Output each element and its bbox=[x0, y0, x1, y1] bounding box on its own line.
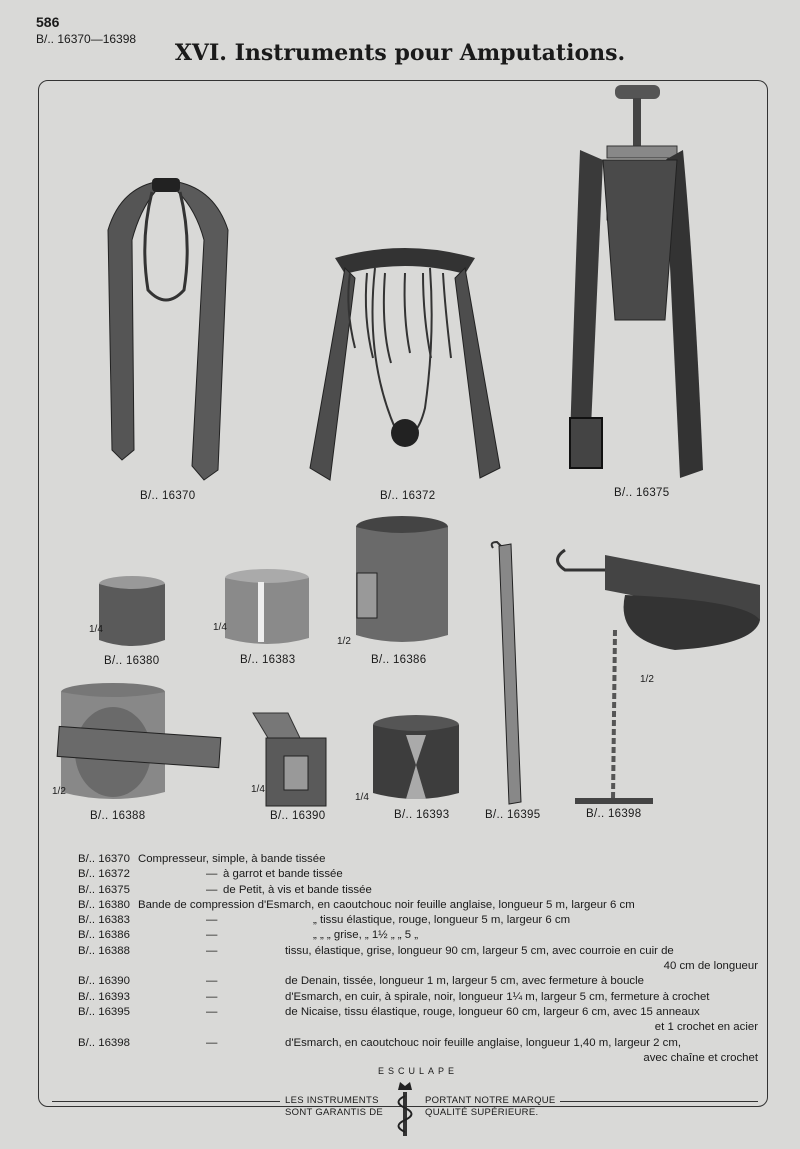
scale-16393: 1/4 bbox=[355, 792, 369, 803]
scale-16386: 1/2 bbox=[337, 636, 351, 647]
item-description-list bbox=[78, 852, 758, 1066]
entry-row-continuation bbox=[78, 1020, 758, 1035]
scale-16380: 1/4 bbox=[89, 624, 103, 635]
page-number: 586 bbox=[36, 14, 60, 30]
entry-text: avec chaîne et crochet bbox=[643, 1051, 758, 1064]
scale-16383: 1/4 bbox=[213, 622, 227, 633]
entry-ref: B/.. 16375 bbox=[78, 883, 130, 896]
entry-ref: B/.. 16398 bbox=[78, 1036, 130, 1049]
entry-row bbox=[78, 1036, 758, 1051]
caption-16380: B/.. 16380 bbox=[104, 655, 160, 667]
entry-text: de Nicaise, tissu élastique, rouge, longueur 60 cm, largeur 6 cm, avec 15 anneaux bbox=[285, 1005, 700, 1018]
entry-row bbox=[78, 913, 758, 928]
entry-dash: — bbox=[206, 868, 218, 881]
entry-dash: — bbox=[206, 929, 218, 942]
entry-text: d'Esmarch, en caoutchouc noir feuille anglaise, longueur 1,40 m, largeur 2 cm, bbox=[285, 1036, 682, 1049]
caption-16375: B/.. 16375 bbox=[614, 487, 670, 499]
caption-16383: B/.. 16383 bbox=[240, 654, 296, 666]
footer-right-line1: PORTANT NOTRE MARQUE bbox=[425, 1095, 556, 1106]
entry-dash: — bbox=[206, 1005, 218, 1018]
caption-16388: B/.. 16388 bbox=[90, 810, 146, 822]
bandage-16398-illustration bbox=[545, 540, 770, 810]
caption-16398: B/.. 16398 bbox=[586, 808, 642, 820]
compressor-simple-illustration bbox=[100, 170, 240, 490]
bandage-16386-illustration bbox=[355, 515, 450, 650]
page-title: XVI. Instruments pour Amputations. bbox=[174, 40, 626, 66]
entry-row bbox=[78, 852, 758, 867]
footer-right-line2: QUALITÉ SUPÉRIEURE. bbox=[425, 1107, 539, 1118]
entry-text: „ „ „ grise, „ 1½ „ „ 5 „ bbox=[313, 929, 419, 942]
entry-row bbox=[78, 867, 758, 882]
bandage-16393-illustration bbox=[372, 715, 460, 805]
compressor-screw-illustration bbox=[565, 80, 715, 490]
entry-text: de Petit, à vis et bande tissée bbox=[223, 883, 372, 896]
catalog-range: B/.. 16370—16398 bbox=[36, 32, 137, 46]
entry-ref: B/.. 16380 bbox=[78, 898, 130, 911]
entry-dash: — bbox=[206, 1036, 218, 1049]
bandage-16388-illustration bbox=[58, 682, 223, 807]
entry-row bbox=[78, 898, 758, 913]
entry-row bbox=[78, 944, 758, 959]
scale-16398: 1/2 bbox=[640, 674, 654, 685]
entry-text: „ tissu élastique, rouge, longueur 5 m, largeur 6 cm bbox=[313, 914, 571, 927]
entry-text: Compresseur, simple, à bande tissée bbox=[138, 853, 326, 865]
entry-text: tissu, élastique, grise, longueur 90 cm, largeur 5 cm, avec courroie en cuir de bbox=[285, 944, 674, 957]
entry-ref: B/.. 16395 bbox=[78, 1005, 130, 1018]
entry-row bbox=[78, 928, 758, 943]
entry-text: d'Esmarch, en cuir, à spirale, noir, longueur 1¼ m, largeur 5 cm, fermeture à crochet bbox=[285, 990, 710, 1003]
entry-dash: — bbox=[206, 990, 218, 1003]
entry-row-continuation bbox=[78, 959, 758, 974]
bandage-16380-illustration bbox=[98, 574, 168, 649]
entry-ref: B/.. 16386 bbox=[78, 929, 130, 942]
caption-16393: B/.. 16393 bbox=[394, 809, 450, 821]
caption-16390: B/.. 16390 bbox=[270, 810, 326, 822]
entry-row bbox=[78, 1005, 758, 1020]
footer-rule-left bbox=[52, 1101, 280, 1102]
entry-text: à garrot et bande tissée bbox=[223, 868, 343, 881]
entry-row bbox=[78, 990, 758, 1005]
scale-16390: 1/4 bbox=[251, 784, 265, 795]
bandage-16383-illustration bbox=[224, 568, 310, 648]
entry-dash: — bbox=[206, 883, 218, 896]
compressor-garrot-illustration bbox=[305, 238, 505, 483]
caption-16372: B/.. 16372 bbox=[380, 490, 436, 502]
entry-text: Bande de compression d'Esmarch, en caoutchouc noir feuille anglaise, longueur 5 m, largeur 6 cm bbox=[138, 898, 635, 911]
caption-16370: B/.. 16370 bbox=[140, 490, 196, 502]
entry-ref: B/.. 16393 bbox=[78, 990, 130, 1003]
bandage-16395-illustration bbox=[485, 540, 525, 808]
caption-16395: B/.. 16395 bbox=[485, 809, 541, 821]
caption-16386: B/.. 16386 bbox=[371, 654, 427, 666]
footer-left-line2: SONT GARANTIS DE bbox=[285, 1107, 384, 1118]
logo-brand-text: ESCULAPE bbox=[378, 1066, 459, 1076]
scale-16388: 1/2 bbox=[52, 786, 66, 797]
entry-dash: — bbox=[206, 914, 218, 927]
entry-ref: B/.. 16388 bbox=[78, 944, 130, 957]
entry-text: 40 cm de longueur bbox=[663, 960, 758, 973]
entry-ref: B/.. 16370 bbox=[78, 853, 130, 865]
entry-text: et 1 crochet en acier bbox=[654, 1021, 758, 1034]
entry-row bbox=[78, 883, 758, 898]
footer-left-line1: LES INSTRUMENTS bbox=[285, 1095, 379, 1106]
entry-ref: B/.. 16383 bbox=[78, 914, 130, 927]
entry-dash: — bbox=[206, 944, 218, 957]
entry-text: de Denain, tissée, longueur 1 m, largeur 5 cm, avec fermeture à boucle bbox=[285, 975, 644, 988]
entry-ref: B/.. 16372 bbox=[78, 868, 130, 881]
entry-ref: B/.. 16390 bbox=[78, 975, 130, 988]
entry-dash: — bbox=[206, 975, 218, 988]
footer-rule-right bbox=[560, 1101, 758, 1102]
entry-row bbox=[78, 974, 758, 989]
